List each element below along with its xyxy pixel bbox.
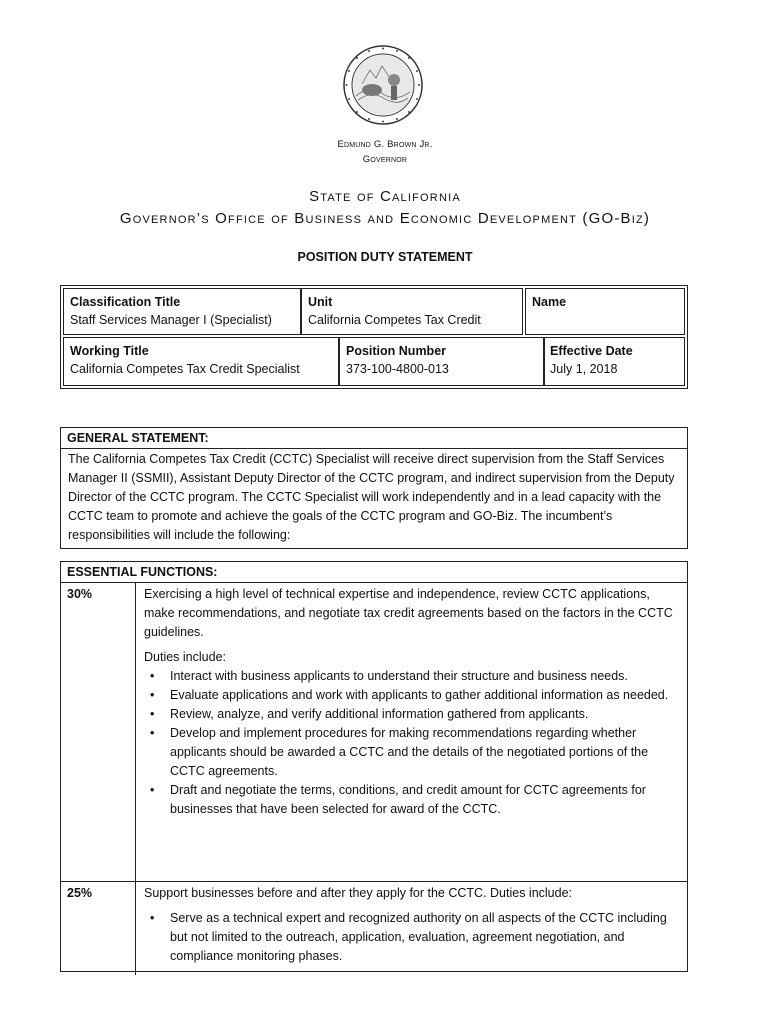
state-name: State of California (309, 188, 461, 205)
governor-title: Governor (362, 154, 408, 165)
working-title-label: Working Title (70, 344, 149, 358)
general-statement-heading: GENERAL STATEMENT: (67, 431, 209, 445)
function-row (61, 582, 687, 881)
function-description (136, 583, 687, 881)
governor-block (0, 137, 770, 167)
classification-title-label: Classification Title (70, 295, 181, 309)
working-title-value: California Competes Tax Credit Specialist (70, 362, 300, 376)
duties-list (144, 909, 681, 966)
office-name: Governor’s Office of Business and Economic Development (GO-Biz) (119, 210, 651, 227)
position-info-table (60, 285, 688, 389)
duty-item: • Interact with business applicants to understand their structure and business needs. (144, 667, 681, 686)
classification-title-cell (63, 288, 301, 335)
position-number-cell (339, 337, 545, 386)
governor-name: Edmund G. Brown Jr. (337, 139, 433, 150)
effective-date-cell (543, 337, 685, 386)
duty-item: • Serve as a technical expert and recognized authority on all aspects of the CCTC including but not limited to the outreach, application, evaluation, agreement negotiation, and compliance monitoring phases. (144, 909, 681, 966)
duties-list (144, 667, 681, 819)
duty-item: • Develop and implement procedures for making recommendations regarding whether applicants should be awarded a CCTC and the details of the negotiated portions of the CCTC agreements. (144, 724, 681, 781)
duty-item: • Evaluate applications and work with applicants to gather additional information as needed. (144, 686, 681, 705)
essential-functions-heading: ESSENTIAL FUNCTIONS: (67, 565, 218, 579)
duty-item: • Review, analyze, and verify additional information gathered from applicants. (144, 705, 681, 724)
duty-item: • Draft and negotiate the terms, conditions, and credit amount for CCTC agreements for businesses that have been selected for award of the CCTC. (144, 781, 681, 819)
function-description (136, 882, 687, 975)
essential-functions-section (60, 561, 688, 972)
unit-value: California Competes Tax Credit (308, 313, 481, 327)
function-row (61, 881, 687, 975)
classification-title-value: Staff Services Manager I (Specialist) (70, 313, 272, 327)
state-seal-logo (342, 44, 424, 126)
position-number-value: 373-100-4800-013 (346, 362, 449, 376)
working-title-cell (63, 337, 339, 386)
unit-label: Unit (308, 295, 333, 309)
function-percent: 30% (61, 583, 136, 881)
name-label: Name (532, 295, 567, 309)
function-intro: Support businesses before and after they apply for the CCTC. Duties include: (144, 886, 573, 900)
effective-date-label: Effective Date (550, 344, 633, 358)
general-statement-section (60, 427, 688, 549)
document-title: POSITION DUTY STATEMENT (297, 250, 473, 264)
function-intro: Exercising a high level of technical expertise and independence, review CCTC applications, make recommendations, and negotiate tax credit agreements based on the factors in the CCTC guidelines. (144, 587, 673, 639)
effective-date-value: July 1, 2018 (550, 362, 618, 376)
duties-label: Duties include: (144, 650, 226, 664)
unit-cell (301, 288, 523, 335)
position-number-label: Position Number (346, 344, 447, 358)
name-cell (525, 288, 685, 335)
general-statement-text: The California Competes Tax Credit (CCTC) Specialist will receive direct supervision from the Staff Services Manager II (SSMII), Assistant Deputy Director of the CCTC program, and indirect supervision from the Deputy Director of the CCTC program. The CCTC Specialist will work independently and in a lead capacity with the CCTC team to promote and achieve the goals of the CCTC program and GO-Biz. The incumbent’s responsibilities will include the following: (61, 448, 687, 548)
function-percent: 25% (61, 882, 136, 975)
